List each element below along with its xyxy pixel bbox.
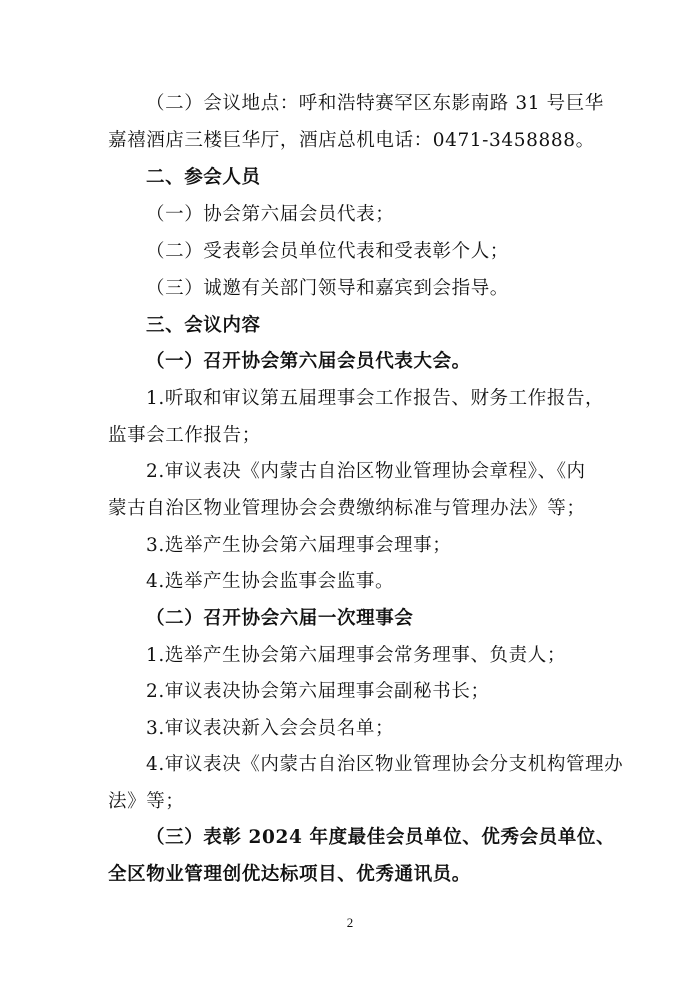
agenda-item-1-1-line-2: 监事会工作报告； — [108, 425, 261, 446]
agenda-item-2-3: 3.审议表决新入会会员名单； — [146, 718, 395, 739]
agenda-subheading-3-line-1: （三）表彰 2024 年度最佳会员单位、优秀会员单位、 — [146, 827, 616, 848]
agenda-item-2-2: 2.审议表决协会第六届理事会副秘书长； — [146, 681, 490, 702]
page-number: 2 — [346, 915, 354, 930]
agenda-item-1-2-line-1: 2.审议表决《内蒙古自治区物业管理协会章程》、《内 — [146, 461, 586, 482]
agenda-item-2-4-line-1: 4.审议表决《内蒙古自治区物业管理协会分支机构管理办 — [146, 754, 624, 775]
agenda-subheading-2: （二）召开协会六届一次理事会 — [146, 608, 414, 629]
agenda-item-1-3: 3.选举产生协会第六届理事会理事； — [146, 535, 452, 556]
agenda-subheading-3-line-2: 全区物业管理创优达标项目、优秀通讯员。 — [108, 864, 471, 885]
agenda-item-1-4: 4.选举产生协会监事会监事。 — [146, 571, 395, 592]
agenda-subheading-1: （一）召开协会第六届会员代表大会。 — [146, 351, 471, 372]
agenda-item-2-1: 1.选举产生协会第六届理事会常务理事、负责人； — [146, 645, 566, 666]
meeting-location-line-1: （二）会议地点：呼和浩特赛罕区东影南路 31 号巨华 — [146, 93, 604, 114]
agenda-item-1-2-line-2: 蒙古自治区物业管理协会会费缴纳标准与管理办法》等； — [108, 498, 586, 519]
attendee-item-1: （一）协会第六届会员代表； — [146, 204, 395, 225]
attendee-item-3: （三）诚邀有关部门领导和嘉宾到会指导。 — [146, 278, 509, 299]
meeting-location-line-2: 嘉禧酒店三楼巨华厅，酒店总机电话：0471-3458888。 — [108, 130, 595, 151]
section-heading-agenda: 三、会议内容 — [146, 315, 261, 336]
agenda-item-1-1-line-1: 1.听取和审议第五届理事会工作报告、财务工作报告， — [146, 388, 605, 409]
attendee-item-2: （二）受表彰会员单位代表和受表彰个人； — [146, 241, 509, 262]
agenda-item-2-4-line-2: 法》等； — [108, 791, 185, 812]
section-heading-attendees: 二、参会人员 — [146, 167, 261, 188]
